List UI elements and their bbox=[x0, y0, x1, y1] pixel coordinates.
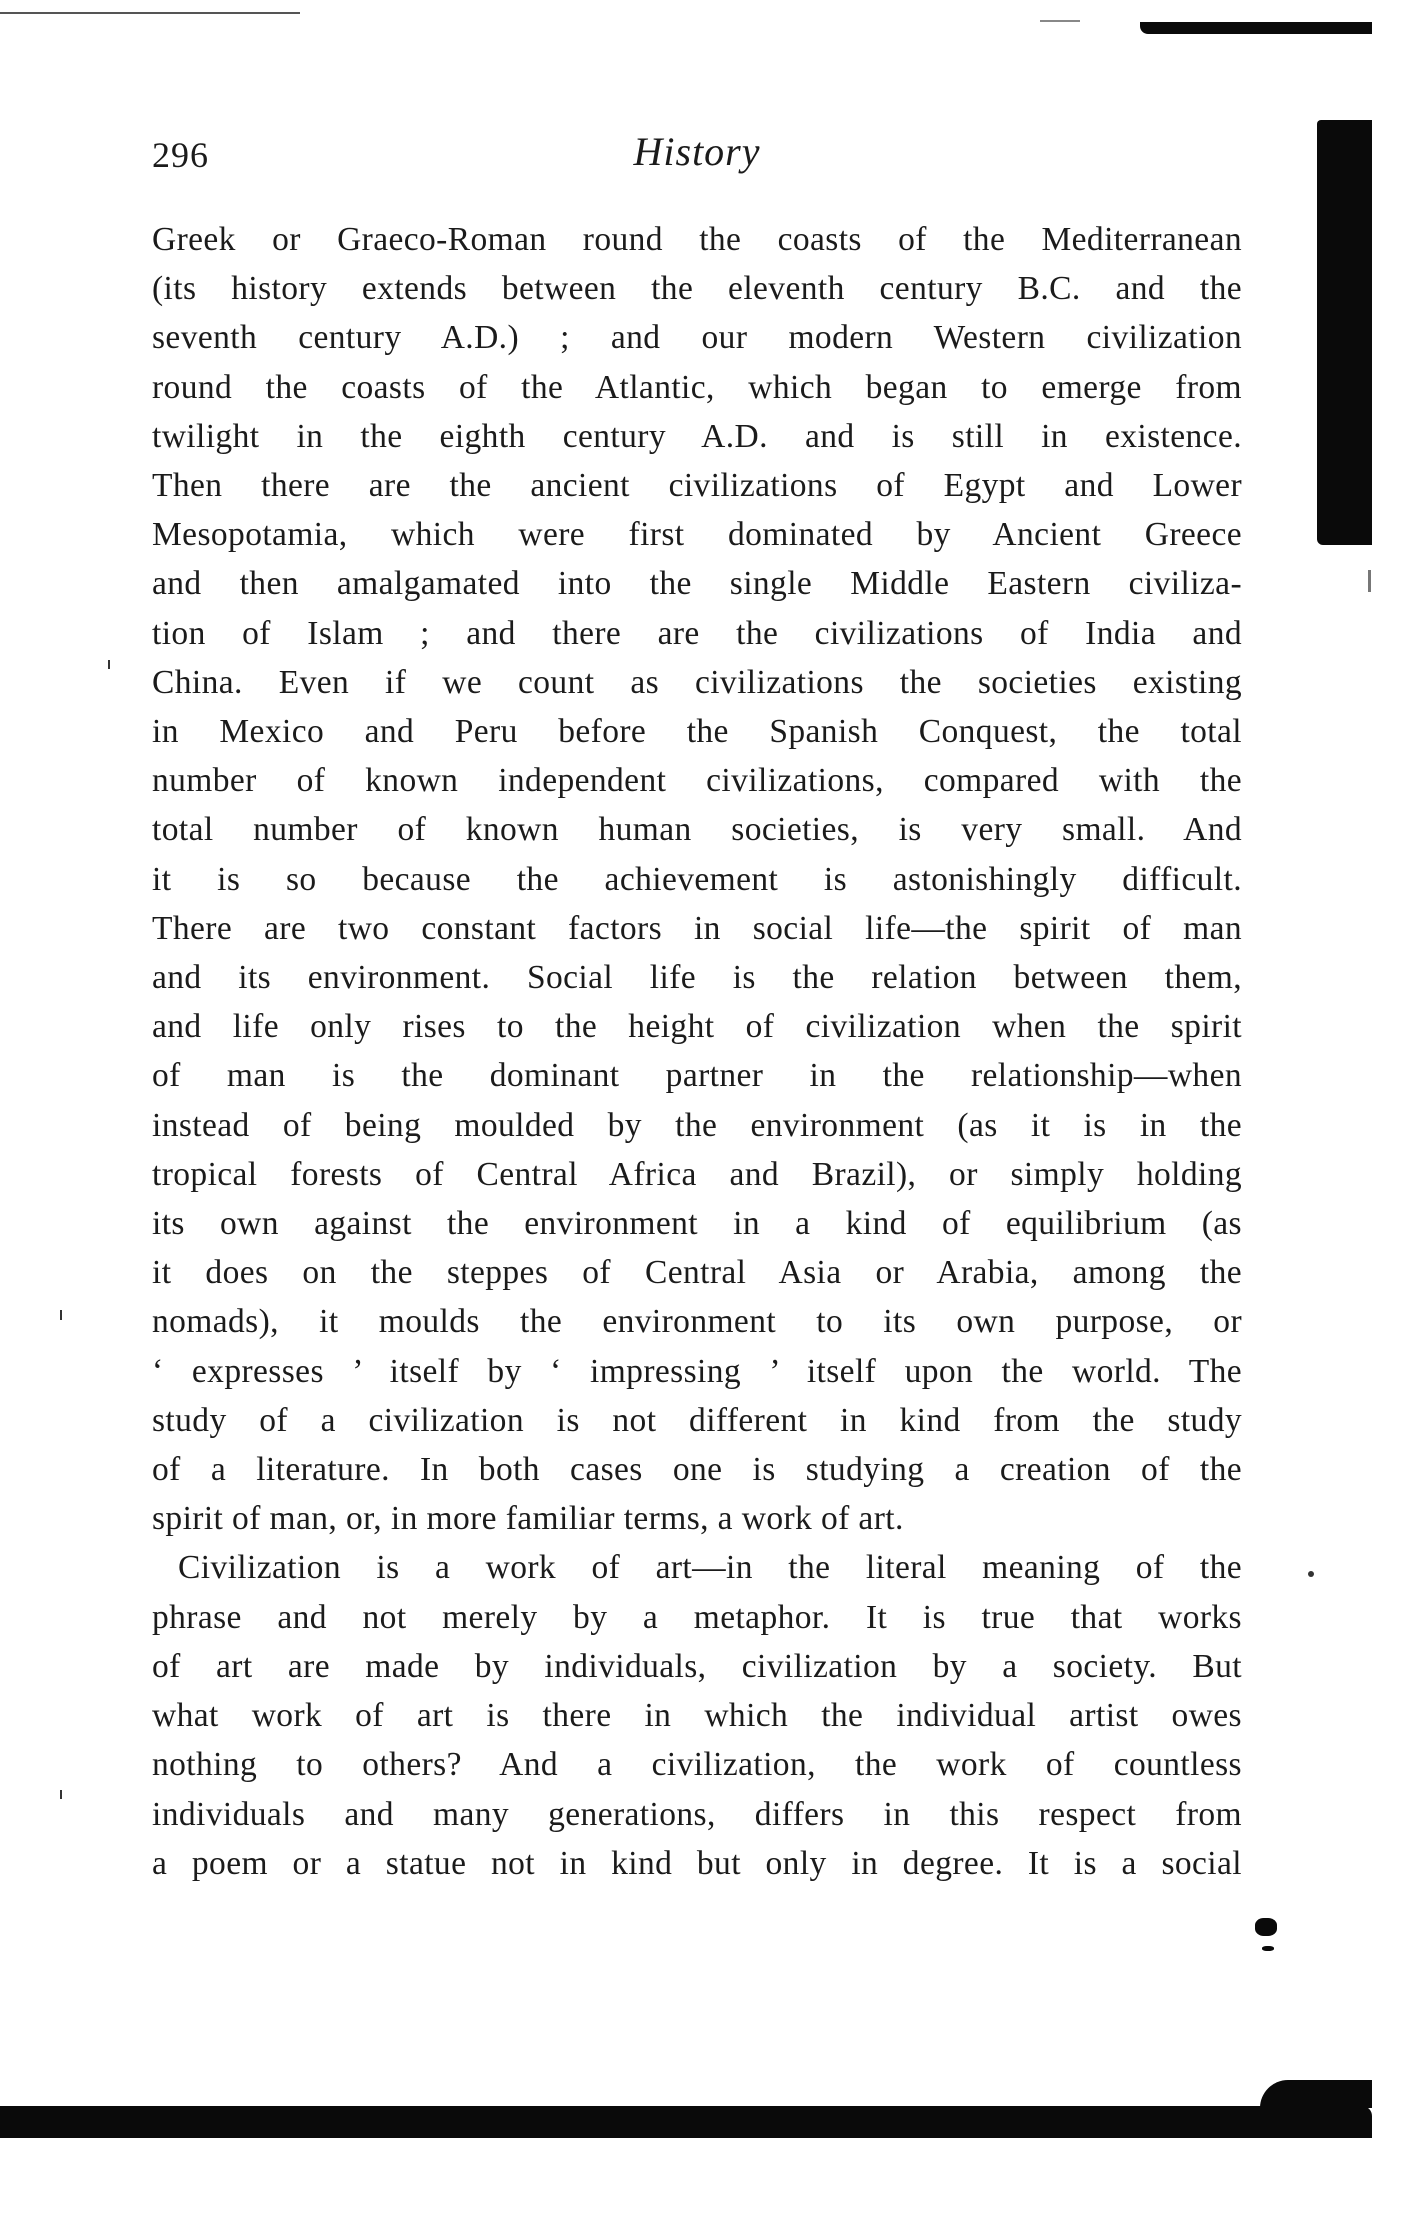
text-line: it is so because the achievement is astonishingly difficult. bbox=[152, 860, 1242, 898]
text-line: instead of being moulded by the environment (as it is in the bbox=[152, 1106, 1242, 1144]
text-line: total number of known human societies, is very small. And bbox=[152, 811, 1242, 849]
scan-side-shadow bbox=[1317, 120, 1372, 545]
scan-speck bbox=[60, 1790, 62, 1799]
text-line: spirit of man, or, in more familiar terms, a work of art. bbox=[152, 1500, 904, 1538]
text-line: individuals and many generations, differs in this respect from bbox=[152, 1795, 1242, 1833]
text-line: Greek or Graeco-Roman round the coasts of the Mediterranean bbox=[152, 221, 1242, 258]
scan-speck bbox=[60, 1310, 62, 1320]
scan-speck bbox=[1040, 20, 1080, 22]
text-line: a poem or a statue not in kind but only in degree. It is a social bbox=[152, 1844, 1242, 1882]
text-line: and then amalgamated into the single Middle Eastern civiliza- bbox=[152, 565, 1242, 603]
page-header bbox=[152, 128, 1242, 188]
text-line: number of known independent civilizations, compared with the bbox=[152, 762, 1242, 800]
text-line: tion of Islam ; and there are the civilizations of India and bbox=[152, 614, 1242, 652]
text-line: round the coasts of the Atlantic, which began to emerge from bbox=[152, 368, 1242, 406]
text-line: of a literature. In both cases one is studying a creation of the bbox=[152, 1451, 1242, 1489]
scan-bottom-shadow bbox=[0, 2106, 1372, 2138]
text-line: Then there are the ancient civilizations of Egypt and Lower bbox=[152, 467, 1242, 505]
scan-edge-rule bbox=[0, 12, 300, 14]
text-line: phrase and not merely by a metaphor. It is true that works bbox=[152, 1598, 1242, 1636]
text-line: twilight in the eighth century A.D. and is still in existence. bbox=[152, 417, 1242, 455]
text-line: and life only rises to the height of civilization when the spirit bbox=[152, 1008, 1242, 1046]
ink-blot bbox=[1262, 1946, 1274, 1951]
text-line: tropical forests of Central Africa and Brazil), or simply holding bbox=[152, 1155, 1242, 1193]
text-line: nomads), it moulds the environment to its own purpose, or bbox=[152, 1303, 1242, 1341]
running-title: History bbox=[633, 129, 761, 174]
text-line: it does on the steppes of Central Asia or Arabia, among the bbox=[152, 1254, 1242, 1292]
scan-speck bbox=[1368, 570, 1371, 592]
scan-speck bbox=[1308, 1571, 1314, 1577]
text-line: China. Even if we count as civilizations the societies existing bbox=[152, 663, 1242, 701]
text-line: There are two constant factors in social life—the spirit of man bbox=[152, 909, 1242, 947]
body-text bbox=[152, 215, 1242, 1888]
text-line: what work of art is there in which the individual artist owes bbox=[152, 1697, 1242, 1735]
text-line: Mesopotamia, which were first dominated by Ancient Greece bbox=[152, 516, 1242, 554]
text-line: of art are made by individuals, civilization by a society. But bbox=[152, 1647, 1242, 1685]
scan-edge-shadow bbox=[1260, 2080, 1372, 2108]
text-line: Civilization is a work of art—in the literal meaning of the bbox=[178, 1549, 1242, 1587]
ink-blot bbox=[1255, 1918, 1277, 1936]
text-line: its own against the environment in a kind of equilibrium (as bbox=[152, 1205, 1242, 1243]
text-line: seventh century A.D.) ; and our modern Western civilization bbox=[152, 319, 1242, 357]
scan-edge-shadow bbox=[1140, 22, 1372, 34]
text-line: and its environment. Social life is the relation between them, bbox=[152, 959, 1242, 997]
text-line: study of a civilization is not different in kind from the study bbox=[152, 1401, 1242, 1439]
text-line: of man is the dominant partner in the relationship—when bbox=[152, 1057, 1242, 1095]
text-line: nothing to others? And a civilization, the work of countless bbox=[152, 1746, 1242, 1784]
text-line: (its history extends between the eleventh century B.C. and the bbox=[152, 270, 1242, 308]
text-line: ‘ expresses ’ itself by ‘ impressing ’ itself upon the world. The bbox=[152, 1352, 1242, 1390]
scan-speck bbox=[108, 660, 110, 669]
text-line: in Mexico and Peru before the Spanish Conquest, the total bbox=[152, 713, 1242, 751]
page-number: 296 bbox=[152, 135, 209, 175]
